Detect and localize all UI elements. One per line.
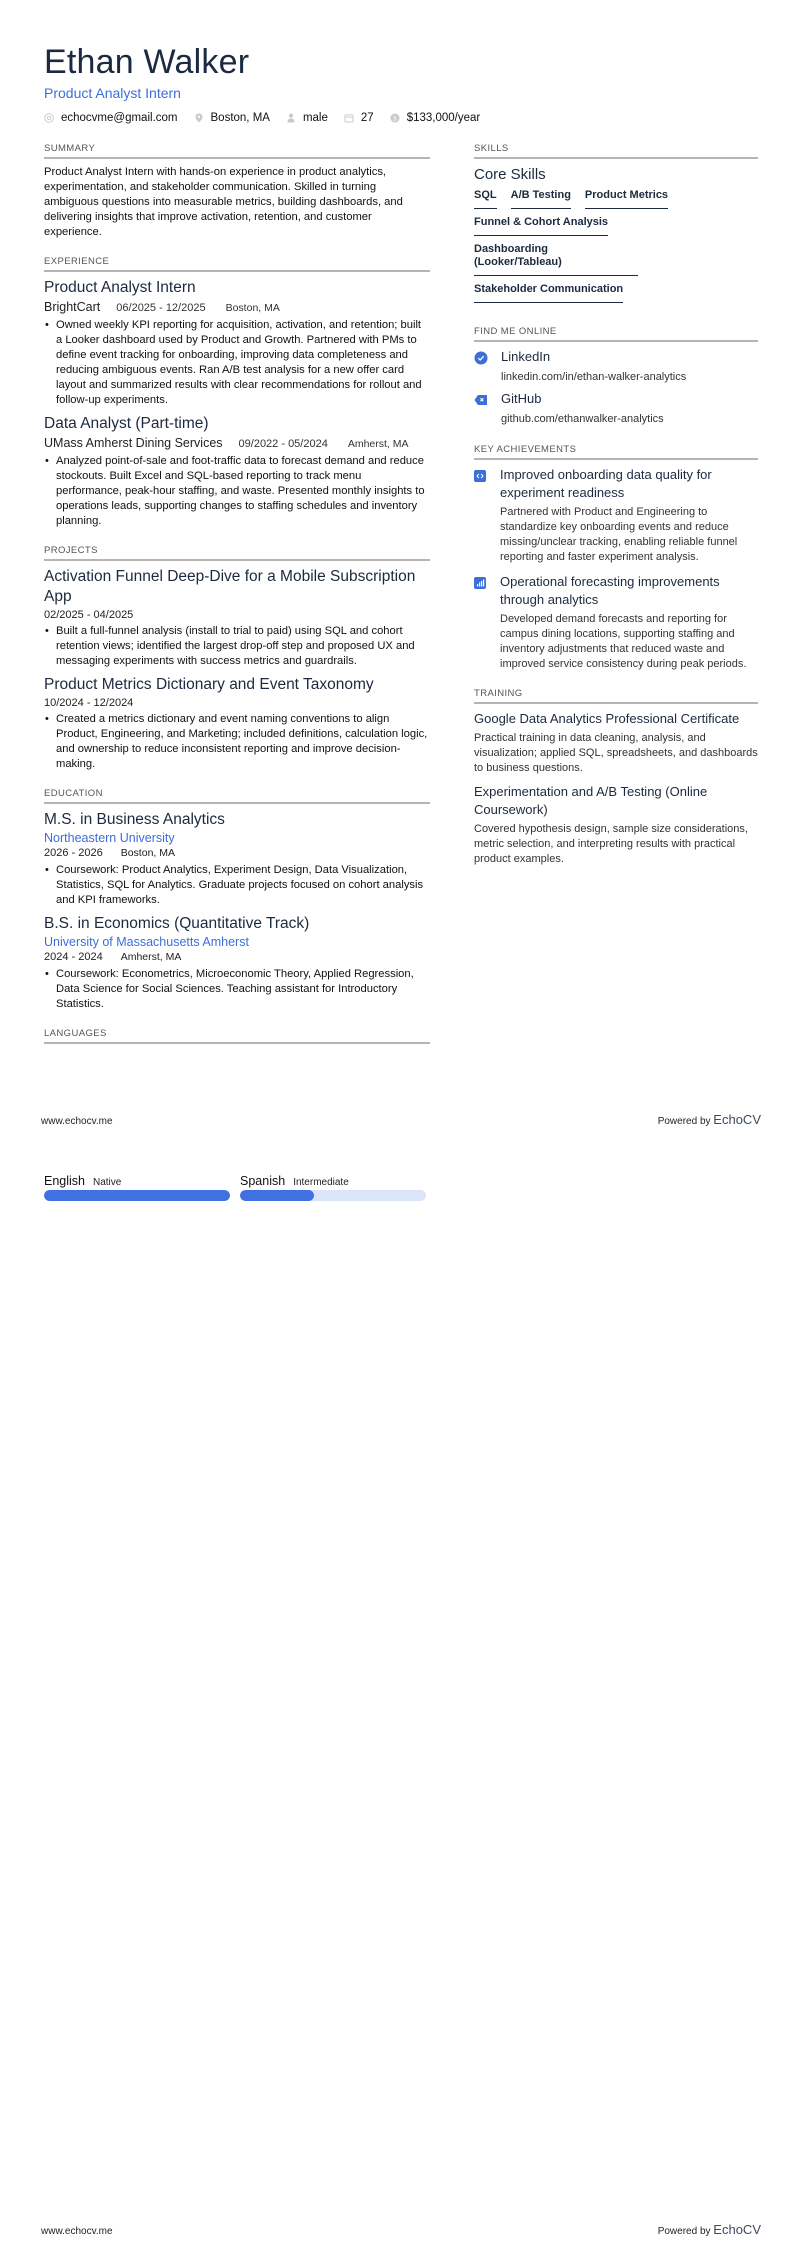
online-url[interactable]: linkedin.com/in/ethan-walker-analytics [501,371,687,383]
footer-powered-by [658,2222,761,2237]
contact-gender-text: male [302,112,328,124]
page-footer [0,2222,794,2242]
language-bar-fill [240,1190,314,1201]
page-footer [0,1112,794,1132]
achievement-item [474,573,758,672]
achievement-body [500,466,758,565]
education-bullet: • Coursework: Econometrics, Microeconomic Theory, Applied Regression, Data Science for Social Sciences. Teaching assistant for Introductory Statistics. [44,967,430,1012]
language-level: Intermediate [293,1177,349,1188]
education-dates: 2024 - 2024 [44,951,103,963]
skill-tag: SQL [474,189,497,209]
language-bar [240,1190,426,1201]
project-title: Product Metrics Dictionary and Event Taxonomy [44,676,374,693]
experience-entry [44,414,430,529]
degree-title: M.S. in Business Analytics [44,811,225,828]
right-column [474,143,758,883]
education-bullets [44,967,430,1012]
languages-list [44,1174,436,1201]
online-item-body [501,348,686,386]
bar-chart-icon [474,577,486,589]
skills-section [474,143,758,310]
language-name: Spanish [240,1174,286,1188]
achievement-title: Operational forecasting improvements through analytics [500,574,720,607]
job-bullets [44,318,430,408]
job-bullet: • Analyzed point-of-sale and foot-traffic data to forecast demand and reduce stockouts. Built Excel and SQL-based reporting to track menu performance, peak-hour staffing, and waste. Presented monthly insights to operations leads, supporting changes to staffing schedules and inventory planning. [44,454,430,529]
powered-by-label: Powered by [657,2226,711,2237]
achievement-desc: Developed demand forecasts and reporting for campus dining locations, supporting staffing and inventory adjustments that reduced waste and improved service consistency during peak periods. [500,613,747,670]
calendar-icon [344,113,354,123]
contact-email-text: echocvme@gmail.com [61,112,178,124]
project-dates: 02/2025 - 04/2025 [44,609,134,621]
candidate-name: Ethan Walker [44,43,250,81]
section-title-skills: SKILLS [474,143,758,159]
job-location: Amherst, MA [347,438,409,450]
training-section [474,688,758,867]
achievement-item [474,466,758,565]
footer-powered-by [658,1112,761,1127]
section-title-experience: EXPERIENCE [44,256,430,272]
school-name: Northeastern University [44,831,175,845]
location-pin-icon [194,113,204,123]
powered-by-label: Powered by [657,1116,711,1127]
contact-age [344,112,374,124]
experience-section [44,256,430,529]
training-title: Google Data Analytics Professional Certificate [474,711,740,726]
contact-salary-text: $133,000/year [406,112,481,124]
education-location: Amherst, MA [120,951,182,963]
achievement-title: Improved onboarding data quality for experiment readiness [500,467,712,500]
language-item [44,1174,230,1201]
education-section [44,788,430,1012]
language-bar-fill [44,1190,230,1201]
github-tag-icon [474,393,488,407]
online-item-github[interactable] [474,390,758,428]
projects-section [44,545,430,772]
contact-row [44,112,496,124]
contact-salary [390,112,481,124]
left-column [44,143,430,1060]
project-bullets [44,712,430,772]
languages-section [44,1028,430,1044]
contact-email[interactable] [44,112,178,124]
section-title-education: EDUCATION [44,788,430,804]
project-bullets [44,624,430,669]
skill-tag: A/B Testing [511,189,571,209]
brand-name[interactable]: EchoCV [713,2222,761,2237]
job-meta [44,299,430,316]
job-company: BrightCart [44,300,101,314]
online-label: LinkedIn [501,349,551,364]
job-meta [44,435,430,452]
language-name: English [44,1174,85,1188]
summary-section [44,143,430,240]
job-dates: 09/2022 - 05/2024 [238,438,328,450]
section-title-projects: PROJECTS [44,545,430,561]
resume-header [44,42,496,124]
dollar-icon [390,113,400,123]
skill-tags [474,189,758,310]
project-title: Activation Funnel Deep-Dive for a Mobile Subscription App [44,568,416,605]
school-name: University of Massachusetts Amherst [44,935,249,949]
language-item [240,1174,426,1201]
svg-text:$: $ [392,114,397,123]
linkedin-check-icon [474,351,488,365]
skill-tag: Funnel & Cohort Analysis [474,216,608,236]
footer-site-link[interactable]: www.echocv.me [41,1116,113,1127]
online-url[interactable]: github.com/ethanwalker-analytics [501,413,664,425]
training-desc: Covered hypothesis design, sample size considerations, metric selection, and interpreting results with practical product examples. [474,823,748,865]
training-title: Experimentation and A/B Testing (Online Coursework) [474,784,708,817]
project-bullet: • Created a metrics dictionary and event naming conventions to align Product, Engineering, and Marketing; included definitions, calculation logic, and ownership to reduce inconsistent reporting and improve decision-making. [44,712,430,772]
code-icon [474,470,486,482]
language-head [240,1174,426,1188]
section-title-online: FIND ME ONLINE [474,326,758,342]
contact-location [194,112,270,124]
education-location: Boston, MA [120,847,175,859]
skill-tag: Dashboarding (Looker/Tableau) [474,243,638,276]
skill-tag: Product Metrics [585,189,668,209]
section-title-summary: SUMMARY [44,143,430,159]
achievements-section [474,444,758,672]
achievement-body [500,573,758,672]
job-dates: 06/2025 - 12/2025 [116,302,206,314]
section-title-languages: LANGUAGES [44,1028,430,1044]
achievement-desc: Partnered with Product and Engineering to standardize key onboarding events and reduce missing/unclear tracking, enabling reliable funnel reporting and faster experiment analysis. [500,506,738,563]
skills-group-title: Core Skills [474,166,546,183]
online-item-linkedin[interactable] [474,348,758,386]
contact-location-text: Boston, MA [210,112,270,124]
at-icon [44,113,54,123]
job-bullet: • Owned weekly KPI reporting for acquisition, activation, and retention; built a Looker dashboard used by Product and Growth. Partnered with PMs to define event tracking for onboarding, improving data completeness and reducing ambiguous events. Ran A/B test analysis for a new offer card layout and summarized results with clear recommendations for rollout and follow-up experiments. [44,318,430,408]
job-title: Product Analyst Intern [44,279,196,296]
job-location: Boston, MA [225,302,280,314]
project-entry [44,675,430,772]
language-level: Native [93,1177,122,1188]
section-title-training: TRAINING [474,688,758,704]
education-entry [44,914,430,1012]
job-bullets [44,454,430,529]
education-dates: 2026 - 2026 [44,847,103,859]
skill-tag: Stakeholder Communication [474,283,623,303]
education-meta [44,950,430,965]
contact-age-text: 27 [360,112,374,124]
education-bullets [44,863,430,908]
project-bullet: • Built a full-funnel analysis (install to trial to paid) using SQL and cohort retention views; identified the largest drop-off step and proposed UX and messaging experiments with success metrics and guardrails. [44,624,430,669]
footer-site-link[interactable]: www.echocv.me [41,2226,113,2237]
brand-name[interactable]: EchoCV [713,1112,761,1127]
education-entry [44,810,430,908]
education-bullet: • Coursework: Product Analytics, Experiment Design, Data Visualization, Statistics, SQL for Analytics. Graduate projects focused on cohort analysis and KPI frameworks. [44,863,430,908]
summary-text: Product Analyst Intern with hands-on experience in product analytics, experimentation, and stakeholder communication. Skilled in turning ambiguous questions into measurable metrics, building dashboards, and delivering insights that improve activation, retention, and customer experience. [44,166,403,238]
person-icon [286,113,296,123]
online-label: GitHub [501,391,542,406]
project-dates: 10/2024 - 12/2024 [44,697,134,709]
language-head [44,1174,230,1188]
project-entry [44,567,430,669]
education-meta [44,846,430,861]
degree-title: B.S. in Economics (Quantitative Track) [44,915,310,932]
job-title: Data Analyst (Part-time) [44,415,209,432]
online-item-body [501,390,664,428]
experience-entry [44,278,430,408]
candidate-role: Product Analyst Intern [44,85,181,101]
online-section [474,326,758,428]
job-company: UMass Amherst Dining Services [44,436,223,450]
contact-gender [286,112,328,124]
language-bar [44,1190,230,1201]
section-title-achievements: KEY ACHIEVEMENTS [474,444,758,460]
training-desc: Practical training in data cleaning, analysis, and visualization; applied SQL, spreadsheets, and dashboards to business questions. [474,732,758,774]
